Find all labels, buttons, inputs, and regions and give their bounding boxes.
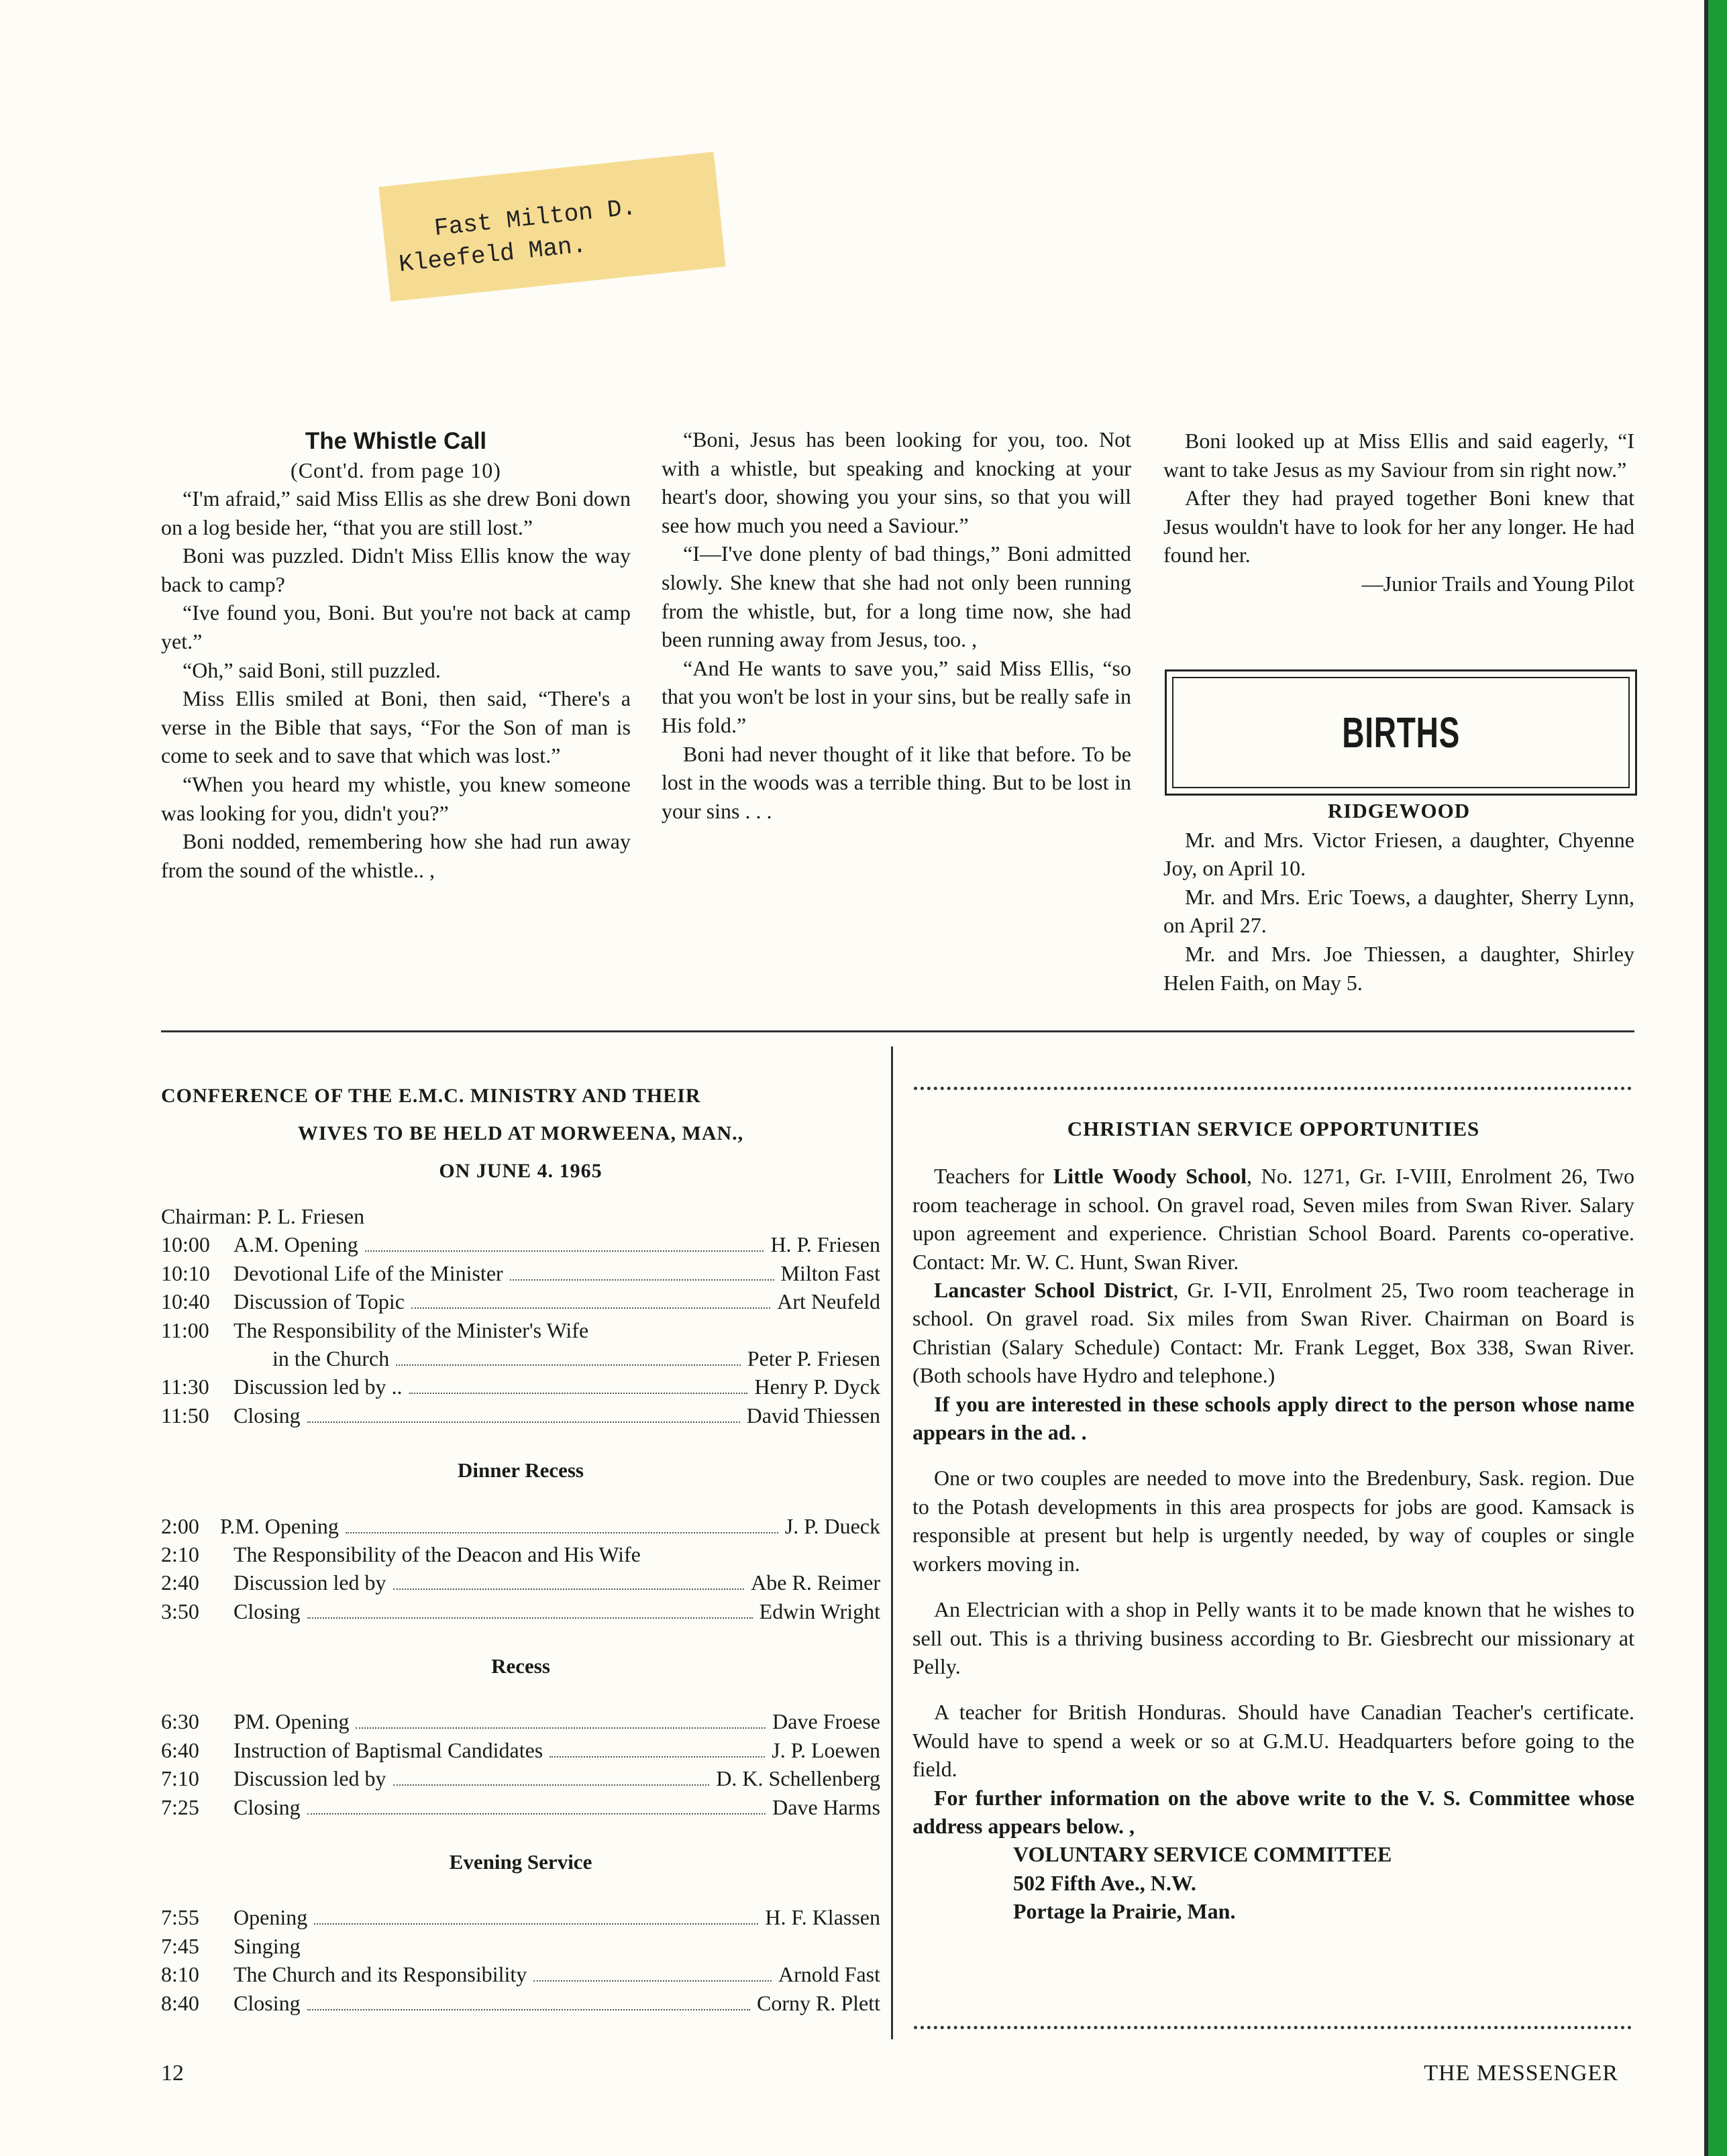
- story-paragraph: “I—I've done plenty of bad things,” Boni admitted slowly. She knew that she had not only been running from the whistle, but, for a long time now, she had been running away from Jesus, too. ,: [662, 541, 1131, 652]
- mailing-label: [378, 152, 725, 302]
- schedule-morning: [161, 1230, 880, 1430]
- schedule-row: 2:00 P.M. Opening J. P. Dueck: [161, 1513, 880, 1538]
- story-title: The Whistle Call: [305, 428, 487, 454]
- conference-schedule: [161, 1077, 880, 2017]
- schedule-row: 11:00 The Responsibility of the Minister's Wife: [161, 1317, 589, 1342]
- schedule-row: 7:45 Singing: [161, 1933, 301, 1958]
- birth-entry: Mr. and Mrs. Joe Thiessen, a daughter, Shirley Helen Faith, on May 5.: [1163, 941, 1634, 995]
- story-source: —Junior Trails and Young Pilot: [1361, 571, 1634, 596]
- schedule-row: 10:10 Devotional Life of the Minister Milton Fast: [161, 1260, 880, 1285]
- conference-chairman: Chairman: P. L. Friesen: [161, 1204, 365, 1228]
- opportunities-heading: CHRISTIAN SERVICE OPPORTUNITIES: [1067, 1117, 1480, 1140]
- schedule-row: 7:25 Closing Dave Harms: [161, 1794, 880, 1819]
- schedule-row: 10:40 Discussion of Topic Art Neufeld: [161, 1289, 880, 1314]
- story-paragraph: Boni nodded, remembering how she had run away from the sound of the whistle.. ,: [161, 829, 631, 882]
- story-paragraph: “Ive found you, Boni. But you're not back at camp yet.”: [161, 600, 631, 653]
- story-column-1: [161, 427, 631, 884]
- column-divider: [891, 1046, 893, 2039]
- page-number: 12: [161, 2061, 184, 2086]
- label-line-2: Kleefeld Man.: [397, 231, 588, 279]
- conference-heading-2: WIVES TO BE HELD AT MORWEENA, MAN.,: [297, 1122, 744, 1144]
- schedule-break-heading: Dinner Recess: [458, 1458, 584, 1483]
- story-paragraph: “And He wants to save you,” said Miss Ellis, “so that you won't be lost in your sins, but be really safe in His fold.”: [662, 655, 1131, 737]
- committee-name: VOLUNTARY SERVICE COMMITTEE: [1013, 1842, 1392, 1867]
- schedule-break-heading: Recess: [491, 1654, 550, 1678]
- story-paragraph: “I'm afraid,” said Miss Ellis as she drew Boni down on a log beside her, “that you are still lost.”: [161, 486, 631, 539]
- cover-edge: [1708, 0, 1727, 2156]
- conference-heading-3: ON JUNE 4. 1965: [439, 1160, 603, 1182]
- dotted-rule-top: [914, 1087, 1632, 1090]
- story-paragraph: Miss Ellis smiled at Boni, then said, “There's a verse in the Bible that says, “For the Son of man is come to seek and to save that which was lost.”: [161, 686, 631, 768]
- story-paragraph: Boni looked up at Miss Ellis and said eagerly, “I want to take Jesus as my Saviour from sin right now.”: [1163, 429, 1634, 482]
- schedule-break-heading: Evening Service: [449, 1850, 592, 1874]
- births-heading: BIRTHS: [1342, 708, 1460, 757]
- schedule-row: 8:10 The Church and its Responsibility Arnold Fast: [161, 1962, 880, 1987]
- schedule-row: 6:30 PM. Opening Dave Froese: [161, 1709, 880, 1734]
- apply-note: If you are interested in these schools apply direct to the person whose name appears in the ad. .: [912, 1391, 1634, 1445]
- schedule-row: 7:55 Opening H. F. Klassen: [161, 1905, 880, 1930]
- story-paragraph: After they had prayed together Boni knew that Jesus wouldn't have to look for her any longer. He had found her.: [1163, 486, 1634, 568]
- schedule-afternoon: [161, 1512, 880, 1626]
- schedule-row: 11:50 Closing David Thiessen: [161, 1403, 880, 1427]
- committee-address: 502 Fifth Ave., N.W.: [1013, 1870, 1196, 1895]
- schedule-row: 3:50 Closing Edwin Wright: [161, 1599, 880, 1623]
- story-continued: (Cont'd. from page 10): [291, 458, 501, 482]
- publication-name: THE MESSENGER: [1424, 2061, 1618, 2086]
- births-inner-frame: [1172, 677, 1630, 788]
- story-paragraph: Boni was puzzled. Didn't Miss Ellis know the way back to camp?: [161, 543, 631, 596]
- story-paragraph: Boni had never thought of it like that before. To be lost in the woods was a terrible thing. But to be lost in your sins . . .: [662, 741, 1131, 823]
- opportunity-paragraph: Teachers for Little Woody School, No. 1271, Gr. I-VIII, Enrolment 26, Two room teacherage in school. On gravel road, Seven miles from Swan River. Salary upon agreement and experience. Christian School Board. Parents co-operative. Contact: Mr. W. C. Hunt, Swan River.: [912, 1164, 1635, 1274]
- schedule-service: [161, 1903, 880, 2017]
- story-paragraph: “When you heard my whistle, you knew someone was looking for you, didn't you?”: [161, 771, 631, 825]
- section-divider: [161, 1030, 1634, 1032]
- label-line-1: Fast Milton D.: [433, 193, 638, 243]
- schedule-row: 2:10 The Responsibility of the Deacon and His Wife: [161, 1542, 641, 1566]
- dotted-rule-bottom: [914, 2026, 1632, 2029]
- school-name: Lancaster School District: [934, 1278, 1173, 1303]
- committee-city: Portage la Prairie, Man.: [1013, 1899, 1236, 1924]
- service-opportunities: [912, 1115, 1634, 1926]
- opportunity-paragraph: Lancaster School District, Gr. I-VII, Enrolment 25, Two room teacherage in school. On gravel road. Six miles from Swan River. Chairman on Board is Christian (Salary Schedule) Contact: Mr. Frank Legget, Box 338, Swan River. (Both schools have Hydro and telephone.): [912, 1278, 1634, 1388]
- schedule-row: 8:40 Closing Corny R. Plett: [161, 1990, 880, 2015]
- further-info-note: For further information on the above write to the V. S. Committee whose address appears below. ,: [912, 1785, 1634, 1838]
- births-box: [1165, 669, 1637, 796]
- schedule-row: 2:40 Discussion led by Abe R. Reimer: [161, 1570, 880, 1595]
- story-paragraph: “Boni, Jesus has been looking for you, too. Not with a whistle, but speaking and knocking at your heart's door, showing you your sins, so that you will see how much you need a Saviour.”: [662, 427, 1131, 537]
- schedule-row: 11:30 Discussion led by .. Henry P. Dyck: [161, 1375, 880, 1399]
- birth-entry: Mr. and Mrs. Eric Toews, a daughter, Sherry Lynn, on April 27.: [1163, 884, 1634, 938]
- opportunity-paragraph: One or two couples are needed to move into the Bredenbury, Sask. region. Due to the Potash developments in this area prospects for jobs are good. Kamsack is responsible at present but help is urgently needed, by way of couples or single workers moving in.: [912, 1466, 1634, 1576]
- birth-entry: Mr. and Mrs. Victor Friesen, a daughter, Chyenne Joy, on April 10.: [1163, 827, 1634, 881]
- schedule-row: 10:00 A.M. Opening H. P. Friesen: [161, 1232, 880, 1257]
- schedule-evening: [161, 1707, 880, 1821]
- school-name: Little Woody School: [1053, 1164, 1247, 1189]
- opportunity-paragraph: An Electrician with a shop in Pelly wants it to be made known that he wishes to sell out. This is a thriving business according to Br. Giesbrecht our missionary at Pelly.: [912, 1597, 1634, 1678]
- births-list: [1163, 797, 1634, 997]
- story-paragraph: “Oh,” said Boni, still puzzled.: [182, 657, 441, 682]
- story-column-3: [1163, 427, 1634, 598]
- schedule-row: 7:10 Discussion led by D. K. Schellenberg: [161, 1766, 880, 1791]
- conference-heading-1: CONFERENCE OF THE E.M.C. MINISTRY AND THEIR: [161, 1085, 701, 1107]
- opportunity-paragraph: A teacher for British Honduras. Should have Canadian Teacher's certificate. Would have to spend a week or so at G.M.U. Headquarters before going to the field.: [912, 1700, 1634, 1782]
- story-column-2: [662, 425, 1131, 825]
- schedule-row: in the Church Peter P. Friesen: [272, 1346, 880, 1370]
- births-place: RIDGEWOOD: [1327, 799, 1471, 822]
- schedule-row: 6:40 Instruction of Baptismal Candidates J. P. Loewen: [161, 1737, 880, 1762]
